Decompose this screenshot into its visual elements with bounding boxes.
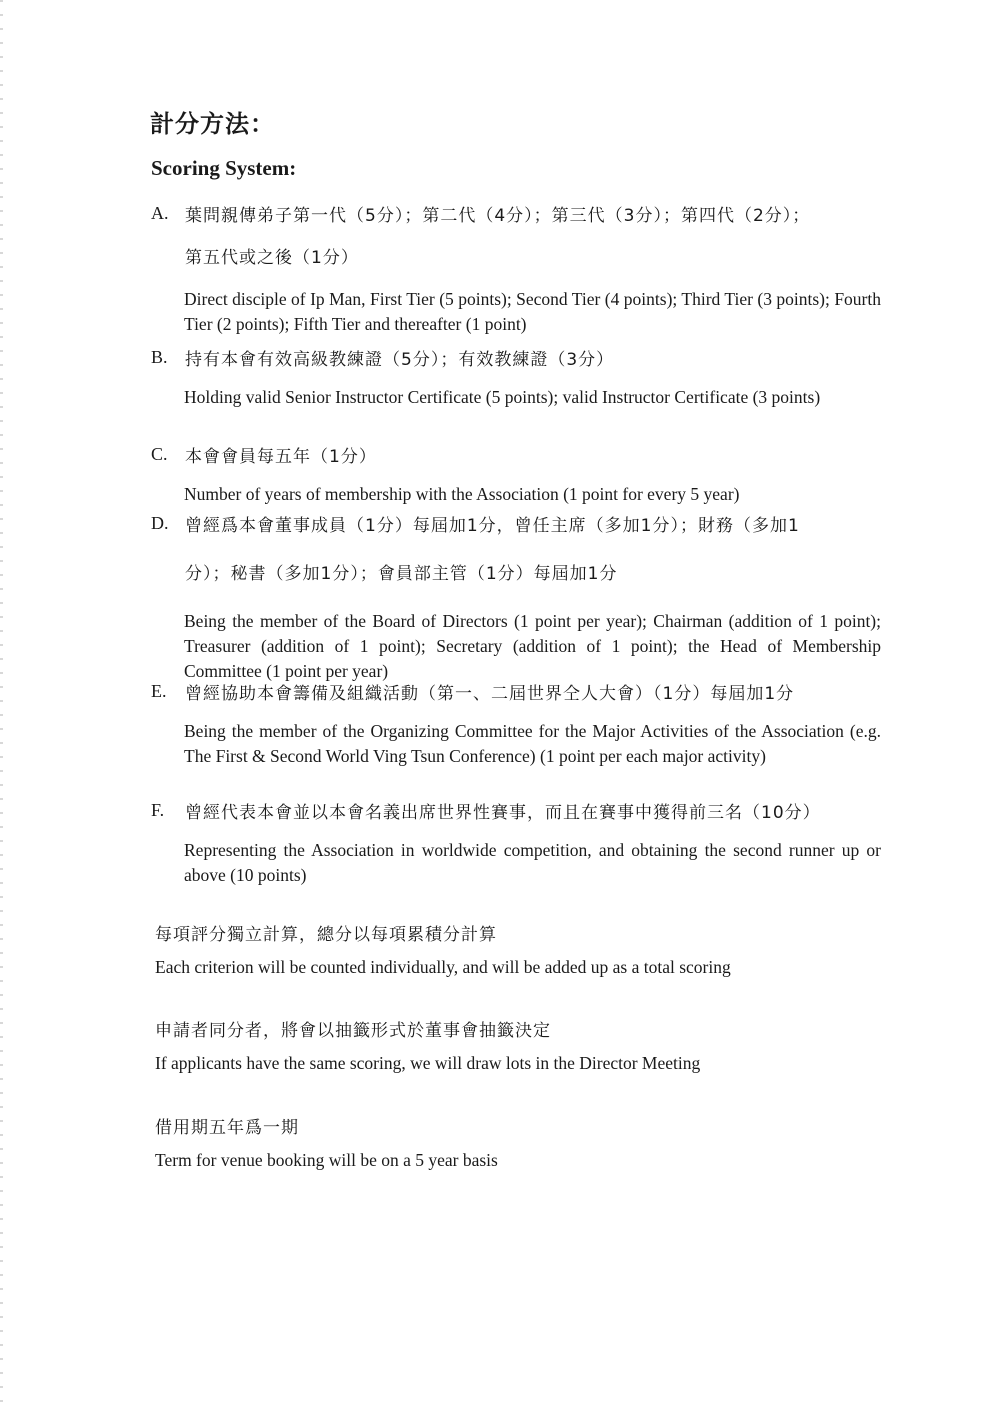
criterion-c: [151, 444, 881, 507]
criterion-chinese-line1: 本會會員每五年（1分）: [185, 447, 377, 467]
criterion-english: Direct disciple of Ip Man, First Tier (5 points); Second Tier (4 points); Third Tier (3 points); Fourth Tier (2 points); Fifth Tier and thereafter (1 point): [184, 289, 881, 334]
criterion-letter: C.: [151, 444, 168, 464]
criterion-chinese-line2: 分）；秘書（多加1分）；會員部主管（1分）每屆加1分: [185, 564, 618, 584]
criterion-english: Holding valid Senior Instructor Certificate (5 points); valid Instructor Certificate (3 points): [184, 387, 821, 407]
criterion-english: Being the member of the Board of Directors (1 point per year); Chairman (addition of 1 point); Treasurer (addition of 1 point); Secretary (addition of 1 point); the Head of Membership Committee (1 point per year): [184, 611, 881, 681]
note-chinese: 每項評分獨立計算，總分以每項累積分計算: [155, 925, 497, 945]
criterion-d: [151, 513, 881, 684]
criterion-letter: D.: [151, 513, 169, 533]
criterion-chinese-line2: 第五代或之後（1分）: [185, 248, 359, 268]
note-booking-term: [155, 1113, 875, 1171]
note-english: Each criterion will be counted individually, and will be added up as a total scoring: [155, 957, 731, 977]
note-scoring-calculation: [155, 920, 875, 978]
criterion-chinese-line1: 曾經協助本會籌備及組織活動（第一、二屆世界仝人大會）（1分）每屆加1分: [185, 684, 795, 704]
scan-edge-marks: [0, 0, 3, 1404]
note-chinese: 借用期五年爲一期: [155, 1118, 299, 1138]
criterion-chinese-line1: 持有本會有效高級教練證（5分）；有效教練證（3分）: [185, 350, 615, 370]
criterion-f: [151, 800, 881, 888]
criterion-a: [151, 203, 881, 337]
criterion-english: Representing the Association in worldwide competition, and obtaining the second runner up or above (10 points): [184, 840, 881, 885]
note-chinese: 申請者同分者，將會以抽籤形式於董事會抽籤決定: [155, 1021, 551, 1041]
criterion-letter: E.: [151, 681, 167, 701]
note-tie-breaker: [155, 1016, 875, 1074]
criterion-letter: A.: [151, 203, 169, 223]
criterion-chinese-line1: 葉問親傳弟子第一代（5分）；第二代（4分）；第三代（3分）；第四代（2分）；: [185, 206, 811, 226]
criterion-english: Being the member of the Organizing Committee for the Major Activities of the Association (e.g. The First & Second World Ving Tsun Conference) (1 point per each major activity): [184, 721, 881, 766]
criterion-chinese-line1: 曾經代表本會並以本會名義出席世界性賽事，而且在賽事中獲得前三名（10分）: [185, 803, 821, 823]
heading-chinese: 計分方法：: [150, 110, 275, 138]
note-english: Term for venue booking will be on a 5 year basis: [155, 1150, 498, 1170]
criterion-letter: F.: [151, 800, 165, 820]
criterion-b: [151, 347, 881, 410]
criterion-english: Number of years of membership with the Association (1 point for every 5 year): [184, 484, 740, 504]
criterion-chinese-line1: 曾經爲本會董事成員（1分）每屆加1分，曾任主席（多加1分）；財務（多加1: [185, 516, 800, 536]
heading-english: Scoring System:: [151, 156, 297, 180]
note-english: If applicants have the same scoring, we will draw lots in the Director Meeting: [155, 1053, 701, 1073]
criterion-letter: B.: [151, 347, 168, 367]
criterion-e: [151, 681, 881, 769]
